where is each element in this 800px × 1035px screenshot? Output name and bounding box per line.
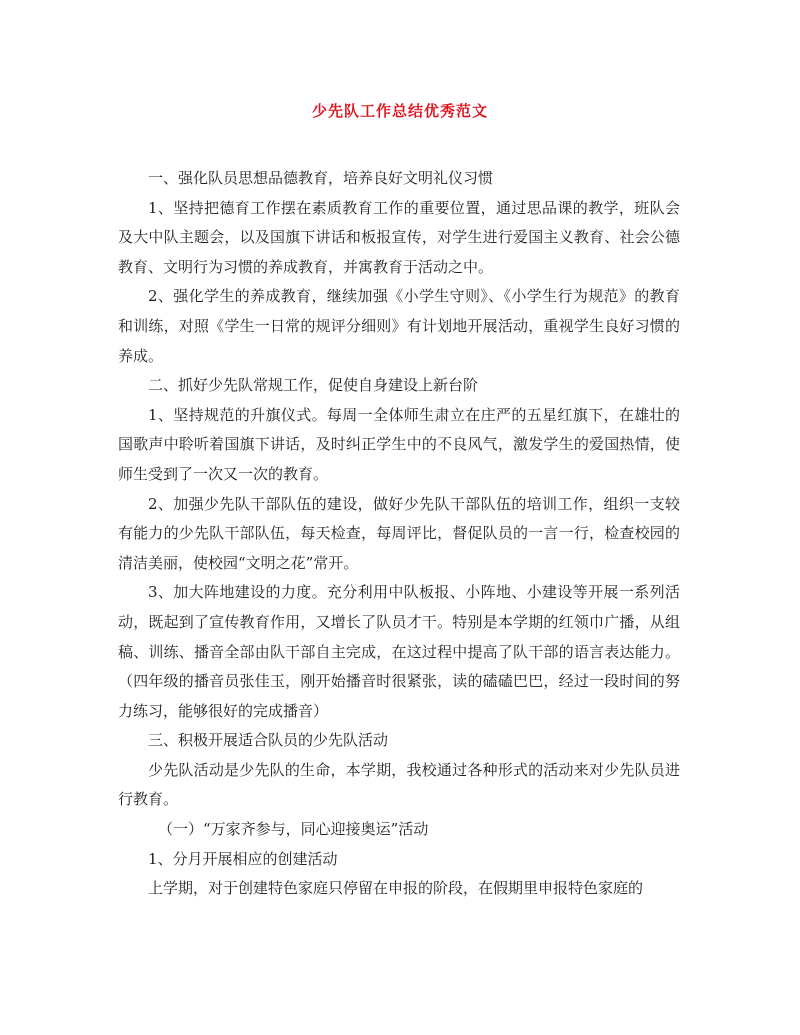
paragraph: 3、加大阵地建设的力度。充分利用中队板报、小阵地、小建设等开展一系列活动，既起到了宣传教育作用，又增长了队员才干。特别是本学期的红领巾广播，从组稿、训练、播音全部由队干部自主完成，在这过程中提高了队干部的语言表达能力。（四年级的播音员张佳玉，刚开始播音时很紧张，读的磕磕巴巴，经过一段时间的努力练习，能够很好的完成播音） — [118, 583, 680, 720]
subsection-heading: （一）“万家齐参与，同心迎接奥运”活动 — [158, 820, 429, 839]
paragraph: 1、分月开展相应的创建活动 — [148, 849, 338, 868]
paragraph: 2、加强少先队干部队伍的建设，做好少先队干部队伍的培训工作，组织一支较有能力的少先队干部队伍，每天检查，每周评比，督促队员的一言一行，检查校园的清洁美丽，使校园“文明之花”常开。 — [118, 494, 680, 572]
document-body — [118, 164, 680, 904]
paragraph: 上学期，对于创建特色家庭只停留在申报的阶段，在假期里申报特色家庭的 — [148, 879, 644, 898]
section-heading-3: 三、积极开展适合队员的少先队活动 — [148, 731, 389, 750]
document-title: 少先队工作总结优秀范文 — [311, 102, 488, 120]
paragraph: 1、坚持把德育工作摆在素质教育工作的重要位置，通过思品课的教学，班队会及大中队主题会，以及国旗下讲话和板报宣传，对学生进行爱国主义教育、社会公德教育、文明行为习惯的养成教育，并寓教育于活动之中。 — [118, 198, 680, 276]
section-heading-1: 一、强化队员思想品德教育，培养良好文明礼仪习惯 — [148, 169, 494, 187]
section-heading-2: 二、抓好少先队常规工作，促使自身建设上新台阶 — [148, 376, 479, 395]
paragraph: 1、坚持规范的升旗仪式。每周一全体师生肃立在庄严的五星红旗下，在雄壮的国歌声中聆听着国旗下讲话，及时纠正学生中的不良风气，激发学生的爱国热情，使师生受到了一次又一次的教育。 — [118, 405, 680, 483]
paragraph: 少先队活动是少先队的生命，本学期，我校通过各种形式的活动来对少先队员进行教育。 — [118, 760, 680, 809]
paragraph: 2、强化学生的养成教育，继续加强《小学生守则》、《小学生行为规范》的教育和训练，对照《学生一日常的规评分细则》有计划地开展活动，重视学生良好习惯的养成。 — [118, 287, 680, 365]
